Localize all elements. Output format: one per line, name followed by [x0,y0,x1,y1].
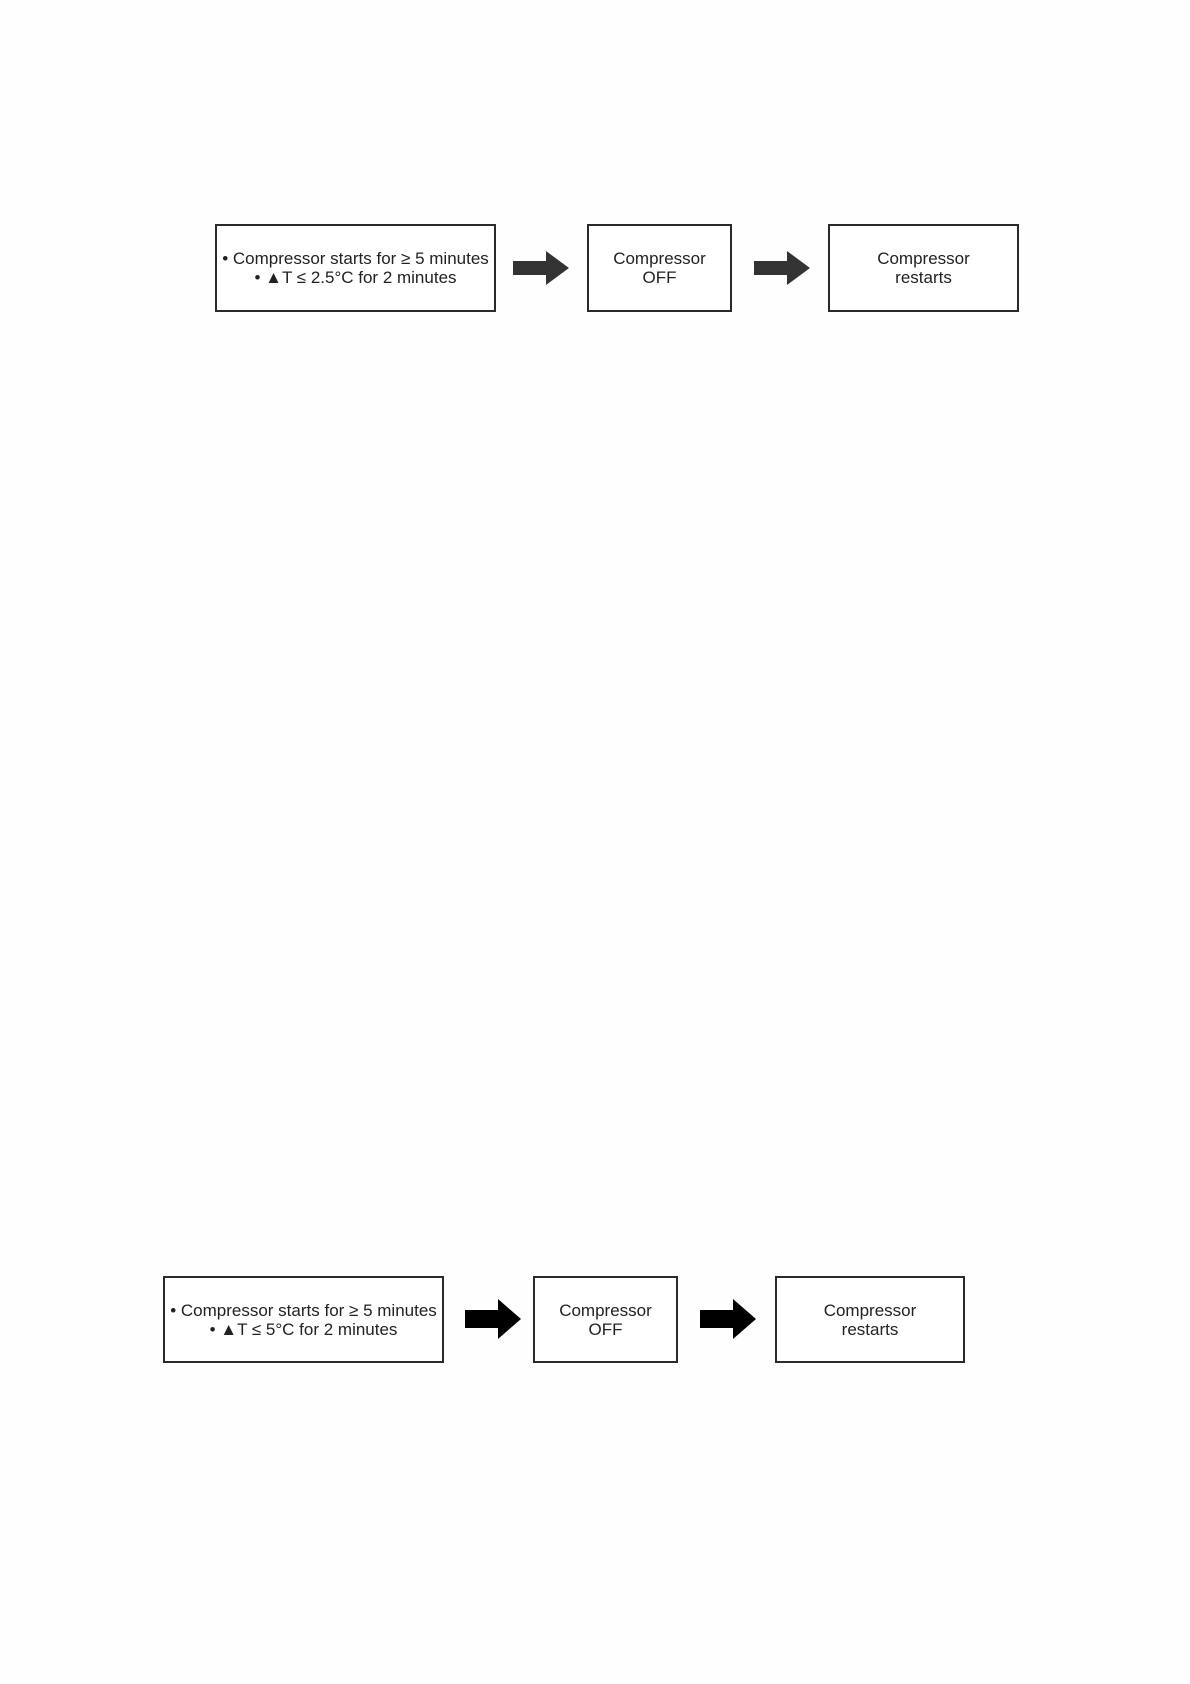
compressor-off-box [533,1276,678,1363]
condition-line-1: • Compressor starts for ≥ 5 minutes [222,249,489,268]
condition-line-2: • ▲T ≤ 5°C for 2 minutes [209,1319,398,1339]
flowchart-top [0,224,1190,324]
condition-line-2: • ▲T ≤ 2.5°C for 2 minutes [254,268,457,287]
off-line-1: Compressor [559,1300,652,1320]
off-line-2: OFF [588,1319,623,1339]
off-line-2: OFF [642,268,677,287]
condition-box [163,1276,444,1363]
compressor-restarts-box [775,1276,965,1363]
restart-line-1: Compressor [877,249,970,268]
compressor-restarts-box [828,224,1019,312]
right-arrow-icon [754,248,810,288]
condition-line-1: • Compressor starts for ≥ 5 minutes [170,1300,437,1320]
compressor-off-box [587,224,732,312]
restart-line-1: Compressor [823,1300,917,1320]
flowchart-bottom [0,1276,1190,1376]
off-line-1: Compressor [613,249,706,268]
restart-line-2: restarts [841,1319,899,1339]
condition-box [215,224,496,312]
restart-line-2: restarts [895,268,952,287]
right-arrow-icon [513,248,569,288]
right-arrow-icon [700,1299,756,1339]
right-arrow-icon [465,1299,521,1339]
